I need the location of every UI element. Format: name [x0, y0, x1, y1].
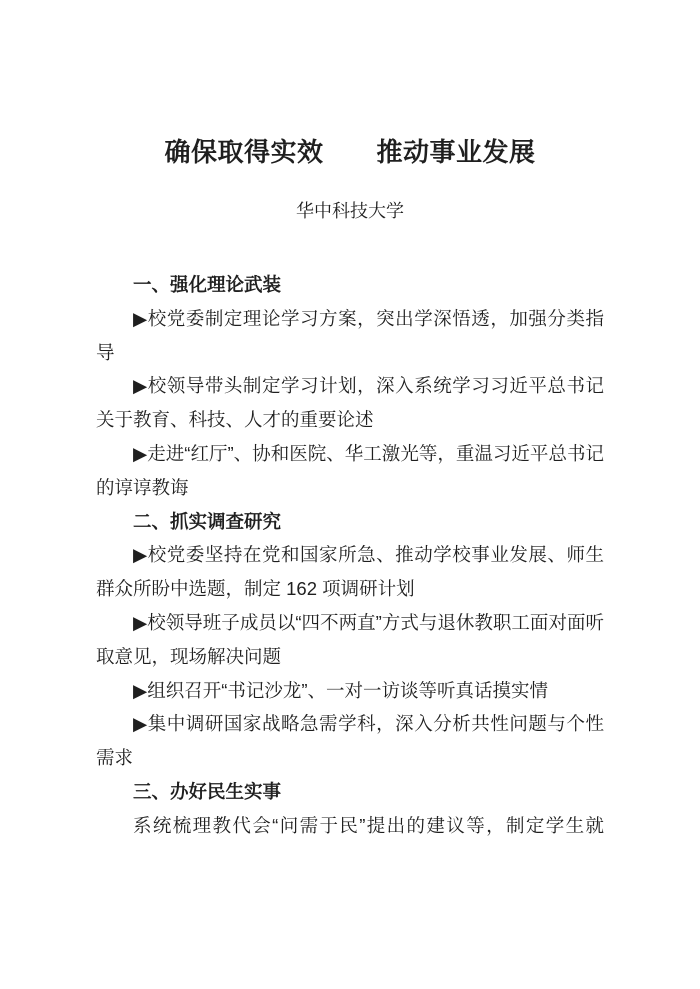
document-subtitle: 华中科技大学 [296, 201, 404, 221]
section-heading-1: 一、强化理论武装 [133, 274, 282, 295]
bullet-paragraph: ▶校领导班子成员以“四不两直”方式与退休教职工面对面听取意见，现场解决问题 [96, 611, 604, 667]
bullet-paragraph: ▶校领导带头制定学习计划，深入系统学习习近平总书记关于教育、科技、人才的重要论述 [96, 375, 604, 431]
bullet-paragraph: ▶走进“红厅”、协和医院、华工激光等，重温习近平总书记的谆谆教诲 [96, 442, 604, 498]
document-title: 确保取得实效 推动事业发展 [164, 137, 536, 167]
bullet-paragraph: ▶校党委坚持在党和国家所急、推动学校事业发展、师生群众所盼中选题，制定 162 项调研计划 [96, 544, 604, 600]
bullet-paragraph: ▶校党委制定理论学习方案，突出学深悟透，加强分类指导 [96, 307, 604, 363]
truncated-paragraph: 系统梳理教代会“问需于民”提出的建议等，制定学生就 [133, 814, 604, 836]
section-heading-2: 二、抓实调查研究 [133, 510, 282, 532]
section-heading-3: 三、办好民生实事 [133, 780, 282, 802]
bullet-paragraph: ▶组织召开“书记沙龙”、一对一访谈等听真话摸实情 [133, 679, 549, 701]
bullet-paragraph: ▶集中调研国家战略急需学科，深入分析共性问题与个性需求 [96, 713, 604, 769]
document-body [96, 268, 604, 843]
